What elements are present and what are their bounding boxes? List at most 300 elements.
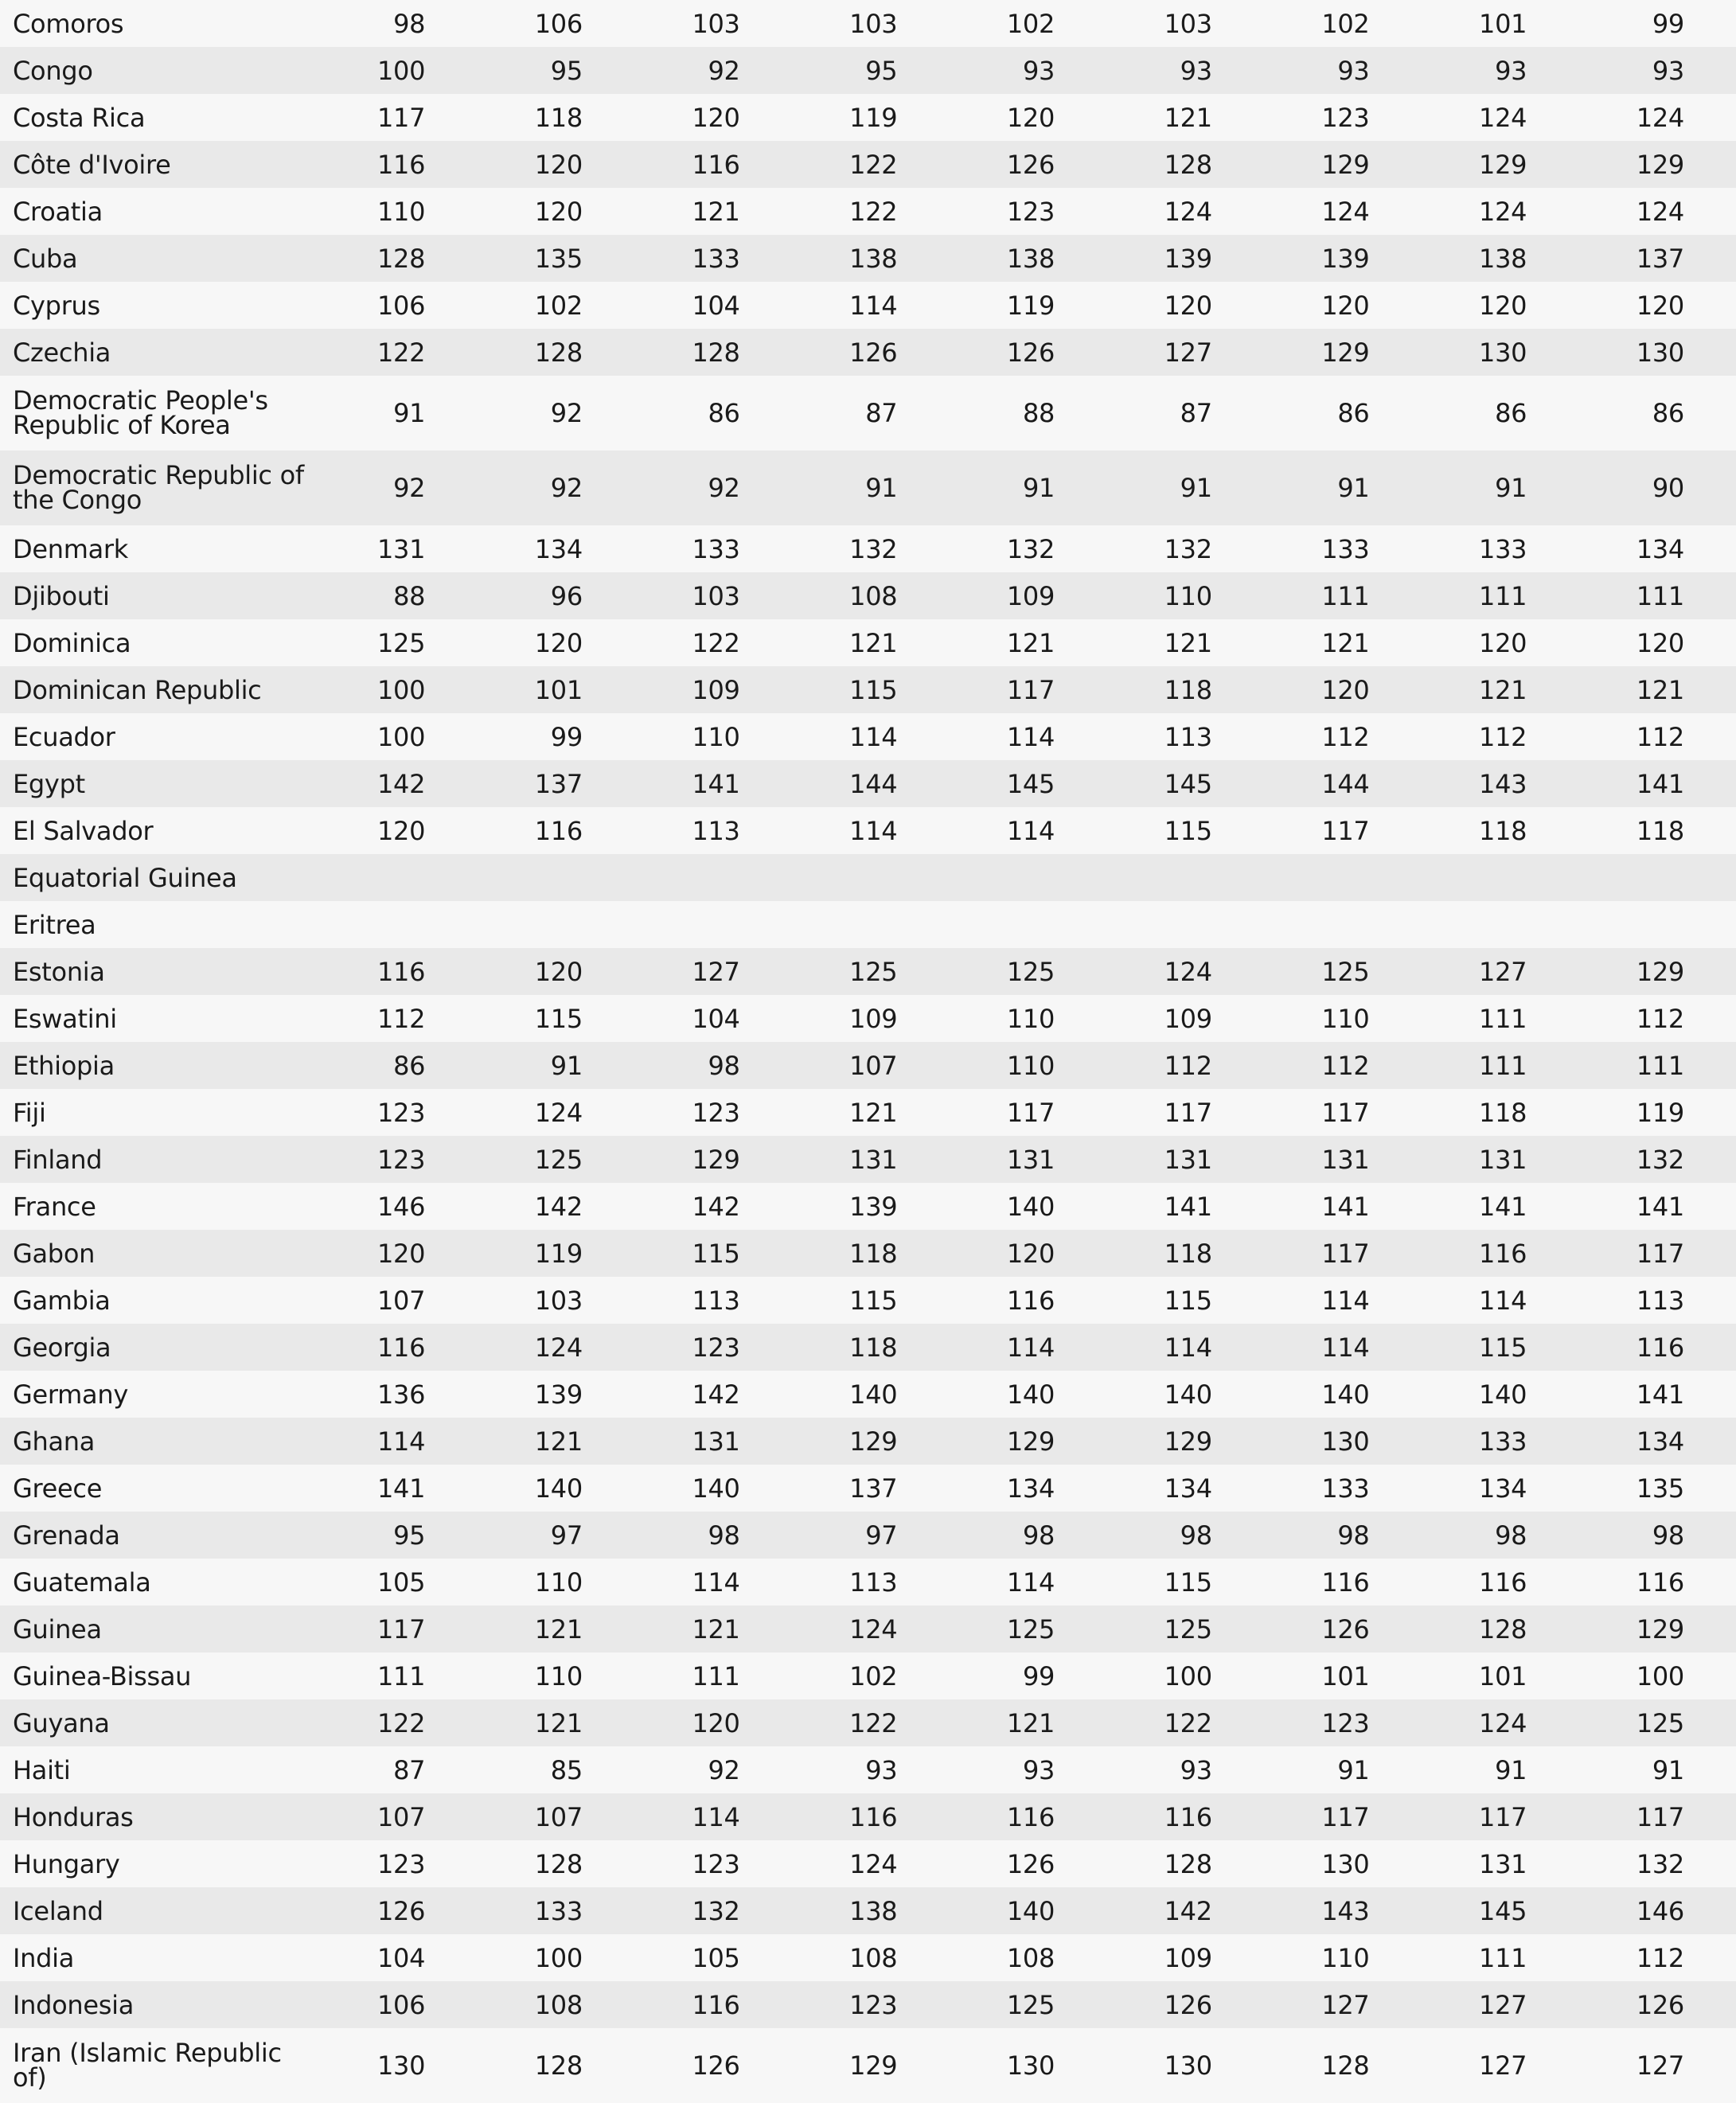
- value-cell: 117: [1321, 1238, 1370, 1269]
- value-cell: 116: [1636, 1332, 1684, 1363]
- value-cell: 95: [550, 55, 583, 86]
- value-cell: 91: [1495, 473, 1527, 503]
- value-cell: 109: [849, 1003, 898, 1034]
- value-cell: 124: [849, 1613, 898, 1645]
- country-name-cell: Democratic People's Republic of Korea: [13, 385, 268, 440]
- value-cell: 123: [849, 1989, 898, 2020]
- value-cell: 119: [1636, 1097, 1684, 1128]
- value-cell: 110: [1321, 1003, 1370, 1034]
- value-cell: 117: [1006, 674, 1055, 705]
- value-cell: 120: [534, 956, 583, 987]
- table-row: [0, 619, 1736, 666]
- value-cell: 132: [1006, 533, 1055, 564]
- value-cell: 128: [1164, 1848, 1212, 1879]
- value-cell: [1106, 854, 1264, 901]
- value-cell: 141: [692, 768, 740, 799]
- value-cell: 120: [377, 815, 426, 846]
- value-cell: 91: [1180, 473, 1212, 503]
- value-cell: 120: [1164, 290, 1212, 321]
- value-cell: 114: [1006, 721, 1055, 752]
- value-cell: 116: [377, 1332, 426, 1363]
- country-name-cell: Grenada: [13, 1520, 120, 1551]
- value-cell: [792, 854, 950, 901]
- value-cell: 129: [1636, 1613, 1684, 1645]
- value-cell: 121: [534, 1613, 583, 1645]
- value-cell: [477, 901, 634, 948]
- value-cell: 114: [377, 1426, 426, 1457]
- value-cell: 90: [1652, 473, 1684, 503]
- value-cell: 93: [1022, 1754, 1055, 1785]
- table-row: [0, 1418, 1736, 1465]
- value-cell: 115: [1164, 1567, 1212, 1598]
- value-cell: 124: [1164, 196, 1212, 227]
- value-cell: 139: [1321, 243, 1370, 274]
- value-cell: 140: [692, 1473, 740, 1504]
- country-name-cell: Equatorial Guinea: [13, 862, 237, 893]
- country-name-cell: Indonesia: [13, 1989, 135, 2020]
- country-name-cell: Comoros: [13, 8, 124, 39]
- value-cell: 108: [849, 1942, 898, 1973]
- value-cell: 120: [1006, 1238, 1055, 1269]
- value-cell: 108: [534, 1989, 583, 2020]
- value-cell: 138: [849, 1895, 898, 1926]
- table-row: [0, 1324, 1736, 1371]
- country-name-cell: Guatemala: [13, 1567, 151, 1598]
- value-cell: 108: [849, 580, 898, 611]
- value-cell: 125: [1164, 1613, 1212, 1645]
- table-row: [0, 666, 1736, 713]
- value-cell: 93: [1022, 55, 1055, 86]
- value-cell: 129: [1636, 149, 1684, 180]
- value-cell: [1264, 901, 1422, 948]
- value-cell: 125: [1321, 956, 1370, 987]
- value-cell: 139: [849, 1191, 898, 1222]
- value-cell: 95: [865, 55, 898, 86]
- value-cell: 87: [393, 1754, 426, 1785]
- value-cell: 122: [849, 196, 898, 227]
- country-name-cell: Ecuador: [13, 721, 115, 752]
- table-row: [0, 1793, 1736, 1840]
- value-cell: 120: [1321, 674, 1370, 705]
- value-cell: 110: [1006, 1003, 1055, 1034]
- value-cell: 100: [377, 55, 426, 86]
- value-cell: 118: [1164, 674, 1212, 705]
- value-cell: 132: [692, 1895, 740, 1926]
- value-cell: 98: [1180, 1520, 1212, 1551]
- value-cell: 130: [1321, 1848, 1370, 1879]
- value-cell: 92: [708, 1754, 740, 1785]
- value-cell: 98: [1337, 1520, 1370, 1551]
- value-cell: 124: [1321, 196, 1370, 227]
- value-cell: 91: [550, 1050, 583, 1081]
- value-cell: 120: [692, 1707, 740, 1738]
- value-cell: 126: [1006, 1848, 1055, 1879]
- value-cell: 107: [377, 1285, 426, 1316]
- value-cell: 133: [1321, 533, 1370, 564]
- value-cell: 121: [692, 196, 740, 227]
- value-cell: 116: [1479, 1567, 1527, 1598]
- value-cell: 116: [1006, 1801, 1055, 1832]
- value-cell: 116: [1164, 1801, 1212, 1832]
- value-cell: 113: [849, 1567, 898, 1598]
- value-cell: 114: [849, 721, 898, 752]
- value-cell: 86: [1495, 398, 1527, 428]
- value-cell: 126: [1321, 1613, 1370, 1645]
- value-cell: 111: [1479, 580, 1527, 611]
- value-cell: 105: [377, 1567, 426, 1598]
- value-cell: 92: [550, 398, 583, 428]
- value-cell: 128: [534, 1848, 583, 1879]
- table-row: [0, 141, 1736, 188]
- value-cell: 124: [1479, 102, 1527, 133]
- value-cell: 109: [692, 674, 740, 705]
- value-cell: 146: [377, 1191, 426, 1222]
- table-row: [0, 0, 1736, 47]
- value-cell: 141: [1321, 1191, 1370, 1222]
- value-cell: 130: [1321, 1426, 1370, 1457]
- table-row: [0, 807, 1736, 854]
- value-cell: [634, 854, 792, 901]
- value-cell: 110: [534, 1567, 583, 1598]
- value-cell: 99: [550, 721, 583, 752]
- value-cell: 117: [1636, 1801, 1684, 1832]
- value-cell: 100: [534, 1942, 583, 1973]
- country-name-cell: Gabon: [13, 1238, 96, 1269]
- value-cell: 129: [1479, 149, 1527, 180]
- value-cell: 124: [849, 1848, 898, 1879]
- country-name-cell: Denmark: [13, 533, 128, 564]
- value-cell: 116: [377, 149, 426, 180]
- value-cell: 112: [377, 1003, 426, 1034]
- table-row: [0, 1042, 1736, 1089]
- value-cell: 113: [1164, 721, 1212, 752]
- value-cell: 110: [534, 1660, 583, 1691]
- value-cell: 116: [692, 1989, 740, 2020]
- value-cell: 111: [1636, 580, 1684, 611]
- value-cell: 139: [1164, 243, 1212, 274]
- value-cell: 138: [1479, 243, 1527, 274]
- value-cell: 141: [1164, 1191, 1212, 1222]
- value-cell: 132: [849, 533, 898, 564]
- value-cell: 103: [534, 1285, 583, 1316]
- value-cell: 93: [1652, 55, 1684, 86]
- value-cell: [1422, 901, 1579, 948]
- country-name-cell: Eritrea: [13, 909, 96, 940]
- value-cell: 91: [1337, 473, 1370, 503]
- value-cell: 145: [1479, 1895, 1527, 1926]
- value-cell: 116: [377, 956, 426, 987]
- value-cell: 133: [692, 243, 740, 274]
- value-cell: 117: [377, 102, 426, 133]
- value-cell: 93: [1337, 55, 1370, 86]
- value-cell: 125: [1006, 1989, 1055, 2020]
- value-cell: 86: [708, 398, 740, 428]
- value-cell: 120: [534, 627, 583, 658]
- value-cell: 129: [692, 1144, 740, 1175]
- table-row: [0, 235, 1736, 282]
- value-cell: 142: [692, 1191, 740, 1222]
- country-name-cell: Iran (Islamic Republic of): [13, 2038, 282, 2093]
- value-cell: 100: [1164, 1660, 1212, 1691]
- value-cell: 118: [849, 1332, 898, 1363]
- value-cell: 121: [849, 1097, 898, 1128]
- value-cell: 100: [1636, 1660, 1684, 1691]
- value-cell: 120: [1636, 627, 1684, 658]
- value-cell: 128: [1321, 2050, 1370, 2081]
- country-name-cell: El Salvador: [13, 815, 154, 846]
- value-cell: 111: [1321, 580, 1370, 611]
- country-name-cell: Ghana: [13, 1426, 96, 1457]
- value-cell: 103: [849, 8, 898, 39]
- value-cell: 130: [1479, 337, 1527, 368]
- value-cell: 123: [692, 1097, 740, 1128]
- value-cell: 88: [393, 580, 426, 611]
- value-cell: 138: [849, 243, 898, 274]
- value-cell: 112: [1636, 1003, 1684, 1034]
- value-cell: 91: [865, 473, 898, 503]
- value-cell: 134: [1479, 1473, 1527, 1504]
- value-cell: 85: [550, 1754, 583, 1785]
- value-cell: 106: [534, 8, 583, 39]
- value-cell: 138: [1006, 243, 1055, 274]
- value-cell: 143: [1479, 768, 1527, 799]
- value-cell: 131: [1164, 1144, 1212, 1175]
- value-cell: 146: [1636, 1895, 1684, 1926]
- value-cell: 107: [849, 1050, 898, 1081]
- value-cell: 133: [1321, 1473, 1370, 1504]
- table-row: [0, 1652, 1736, 1699]
- table-row: [0, 1559, 1736, 1606]
- value-cell: [949, 901, 1106, 948]
- value-cell: 122: [1164, 1707, 1212, 1738]
- value-cell: 121: [534, 1707, 583, 1738]
- value-cell: 134: [1636, 1426, 1684, 1457]
- value-cell: 129: [1321, 149, 1370, 180]
- value-cell: 112: [1321, 1050, 1370, 1081]
- table-row: [0, 1887, 1736, 1934]
- value-cell: 128: [1164, 149, 1212, 180]
- value-cell: 133: [1479, 533, 1527, 564]
- value-cell: 121: [1321, 627, 1370, 658]
- value-cell: 137: [1636, 243, 1684, 274]
- table-row: [0, 1089, 1736, 1136]
- value-cell: 127: [692, 956, 740, 987]
- value-cell: 141: [1636, 1191, 1684, 1222]
- value-cell: 141: [1479, 1191, 1527, 1222]
- value-cell: [477, 854, 634, 901]
- country-name-cell: Gambia: [13, 1285, 111, 1316]
- value-cell: 116: [1636, 1567, 1684, 1598]
- value-cell: 128: [534, 2050, 583, 2081]
- value-cell: 115: [1164, 815, 1212, 846]
- value-cell: 128: [1479, 1613, 1527, 1645]
- value-cell: 114: [692, 1567, 740, 1598]
- value-cell: 125: [849, 956, 898, 987]
- value-cell: 118: [1479, 815, 1527, 846]
- value-cell: 123: [1321, 102, 1370, 133]
- value-cell: 130: [1636, 337, 1684, 368]
- value-cell: 116: [1479, 1238, 1527, 1269]
- value-cell: 131: [1479, 1144, 1527, 1175]
- country-name-cell: Guyana: [13, 1707, 110, 1738]
- country-name-cell: Guinea-Bissau: [13, 1660, 192, 1691]
- value-cell: [949, 854, 1106, 901]
- value-cell: 118: [849, 1238, 898, 1269]
- value-cell: 140: [1479, 1379, 1527, 1410]
- value-cell: 127: [1164, 337, 1212, 368]
- value-cell: 93: [1180, 1754, 1212, 1785]
- value-cell: 131: [692, 1426, 740, 1457]
- value-cell: 123: [1006, 196, 1055, 227]
- value-cell: 99: [1022, 1660, 1055, 1691]
- value-cell: 100: [377, 674, 426, 705]
- value-cell: 113: [692, 1285, 740, 1316]
- value-cell: 121: [1006, 627, 1055, 658]
- value-cell: 103: [692, 8, 740, 39]
- value-cell: 123: [692, 1848, 740, 1879]
- value-cell: 102: [849, 1660, 898, 1691]
- value-cell: 126: [1006, 149, 1055, 180]
- value-cell: 142: [377, 768, 426, 799]
- table-row: [0, 995, 1736, 1042]
- value-cell: [1264, 854, 1422, 901]
- value-cell: 132: [1636, 1144, 1684, 1175]
- value-cell: 130: [1006, 2050, 1055, 2081]
- table-row: [0, 47, 1736, 94]
- value-cell: 125: [1006, 1613, 1055, 1645]
- value-cell: 114: [1006, 815, 1055, 846]
- value-cell: 120: [534, 196, 583, 227]
- value-cell: 125: [1006, 956, 1055, 987]
- value-cell: 117: [1164, 1097, 1212, 1128]
- value-cell: 99: [1652, 8, 1684, 39]
- value-cell: 114: [1006, 1567, 1055, 1598]
- value-cell: 110: [1006, 1050, 1055, 1081]
- value-cell: 108: [1006, 1942, 1055, 1973]
- country-name-cell: Democratic Republic of the Congo: [13, 460, 304, 515]
- value-cell: 140: [1006, 1191, 1055, 1222]
- country-name-cell: Czechia: [13, 337, 111, 368]
- value-cell: 115: [849, 674, 898, 705]
- value-cell: 141: [377, 1473, 426, 1504]
- value-cell: 91: [1022, 473, 1055, 503]
- value-cell: 127: [1479, 956, 1527, 987]
- value-cell: 141: [1636, 1379, 1684, 1410]
- value-cell: 127: [1479, 2050, 1527, 2081]
- value-cell: 140: [1321, 1379, 1370, 1410]
- value-cell: 110: [1164, 580, 1212, 611]
- value-cell: 121: [692, 1613, 740, 1645]
- country-name-cell: Haiti: [13, 1754, 71, 1785]
- value-cell: 124: [1479, 196, 1527, 227]
- table-row: [0, 329, 1736, 376]
- value-cell: 86: [1337, 398, 1370, 428]
- table-row: [0, 948, 1736, 995]
- country-name-cell: Cuba: [13, 243, 78, 274]
- value-cell: 135: [1636, 1473, 1684, 1504]
- value-cell: 111: [1479, 1003, 1527, 1034]
- value-cell: 93: [1180, 55, 1212, 86]
- value-cell: 145: [1006, 768, 1055, 799]
- value-cell: 117: [1636, 1238, 1684, 1269]
- value-cell: 134: [1006, 1473, 1055, 1504]
- value-cell: 144: [1321, 768, 1370, 799]
- table-row: [0, 451, 1736, 525]
- value-cell: 95: [393, 1520, 426, 1551]
- value-cell: 140: [1006, 1379, 1055, 1410]
- country-name-cell: Estonia: [13, 956, 105, 987]
- value-cell: 98: [1652, 1520, 1684, 1551]
- value-cell: 132: [1636, 1848, 1684, 1879]
- value-cell: 91: [1337, 1754, 1370, 1785]
- value-cell: 120: [1636, 290, 1684, 321]
- value-cell: 133: [692, 533, 740, 564]
- value-cell: 122: [849, 1707, 898, 1738]
- value-cell: 92: [393, 473, 426, 503]
- value-cell: 98: [1495, 1520, 1527, 1551]
- value-cell: 117: [377, 1613, 426, 1645]
- country-name-cell: Georgia: [13, 1332, 111, 1363]
- value-cell: 109: [1164, 1003, 1212, 1034]
- table-row: [0, 1136, 1736, 1183]
- value-cell: 92: [550, 473, 583, 503]
- value-cell: 126: [1636, 1989, 1684, 2020]
- country-name-cell: France: [13, 1191, 96, 1222]
- value-cell: 114: [1321, 1285, 1370, 1316]
- table-row: [0, 282, 1736, 329]
- value-cell: 112: [1479, 721, 1527, 752]
- value-cell: 109: [1006, 580, 1055, 611]
- value-cell: 91: [1495, 1754, 1527, 1785]
- table-row: [0, 1934, 1736, 1981]
- value-cell: 106: [377, 290, 426, 321]
- value-cell: 129: [1636, 956, 1684, 987]
- value-cell: 101: [1479, 1660, 1527, 1691]
- table-row: [0, 94, 1736, 141]
- value-cell: 121: [534, 1426, 583, 1457]
- value-cell: 123: [377, 1848, 426, 1879]
- value-cell: 124: [1636, 102, 1684, 133]
- value-cell: 114: [1164, 1332, 1212, 1363]
- table-row: [0, 572, 1736, 619]
- value-cell: 114: [849, 290, 898, 321]
- value-cell: 128: [377, 243, 426, 274]
- value-cell: 124: [1636, 196, 1684, 227]
- value-cell: 121: [1479, 674, 1527, 705]
- value-cell: 131: [377, 533, 426, 564]
- value-cell: 115: [849, 1285, 898, 1316]
- value-cell: [634, 901, 792, 948]
- value-cell: 116: [692, 149, 740, 180]
- value-cell: 119: [1006, 290, 1055, 321]
- value-cell: 144: [849, 768, 898, 799]
- value-cell: 98: [1022, 1520, 1055, 1551]
- value-cell: 118: [1479, 1097, 1527, 1128]
- value-cell: 100: [377, 721, 426, 752]
- value-cell: 124: [534, 1097, 583, 1128]
- value-cell: 112: [1321, 721, 1370, 752]
- value-cell: 126: [849, 337, 898, 368]
- value-cell: 116: [1321, 1567, 1370, 1598]
- value-cell: 123: [1321, 1707, 1370, 1738]
- value-cell: [319, 854, 477, 901]
- value-cell: 121: [849, 627, 898, 658]
- value-cell: 104: [692, 1003, 740, 1034]
- value-cell: 142: [692, 1379, 740, 1410]
- value-cell: 126: [692, 2050, 740, 2081]
- value-cell: 142: [534, 1191, 583, 1222]
- value-cell: 115: [692, 1238, 740, 1269]
